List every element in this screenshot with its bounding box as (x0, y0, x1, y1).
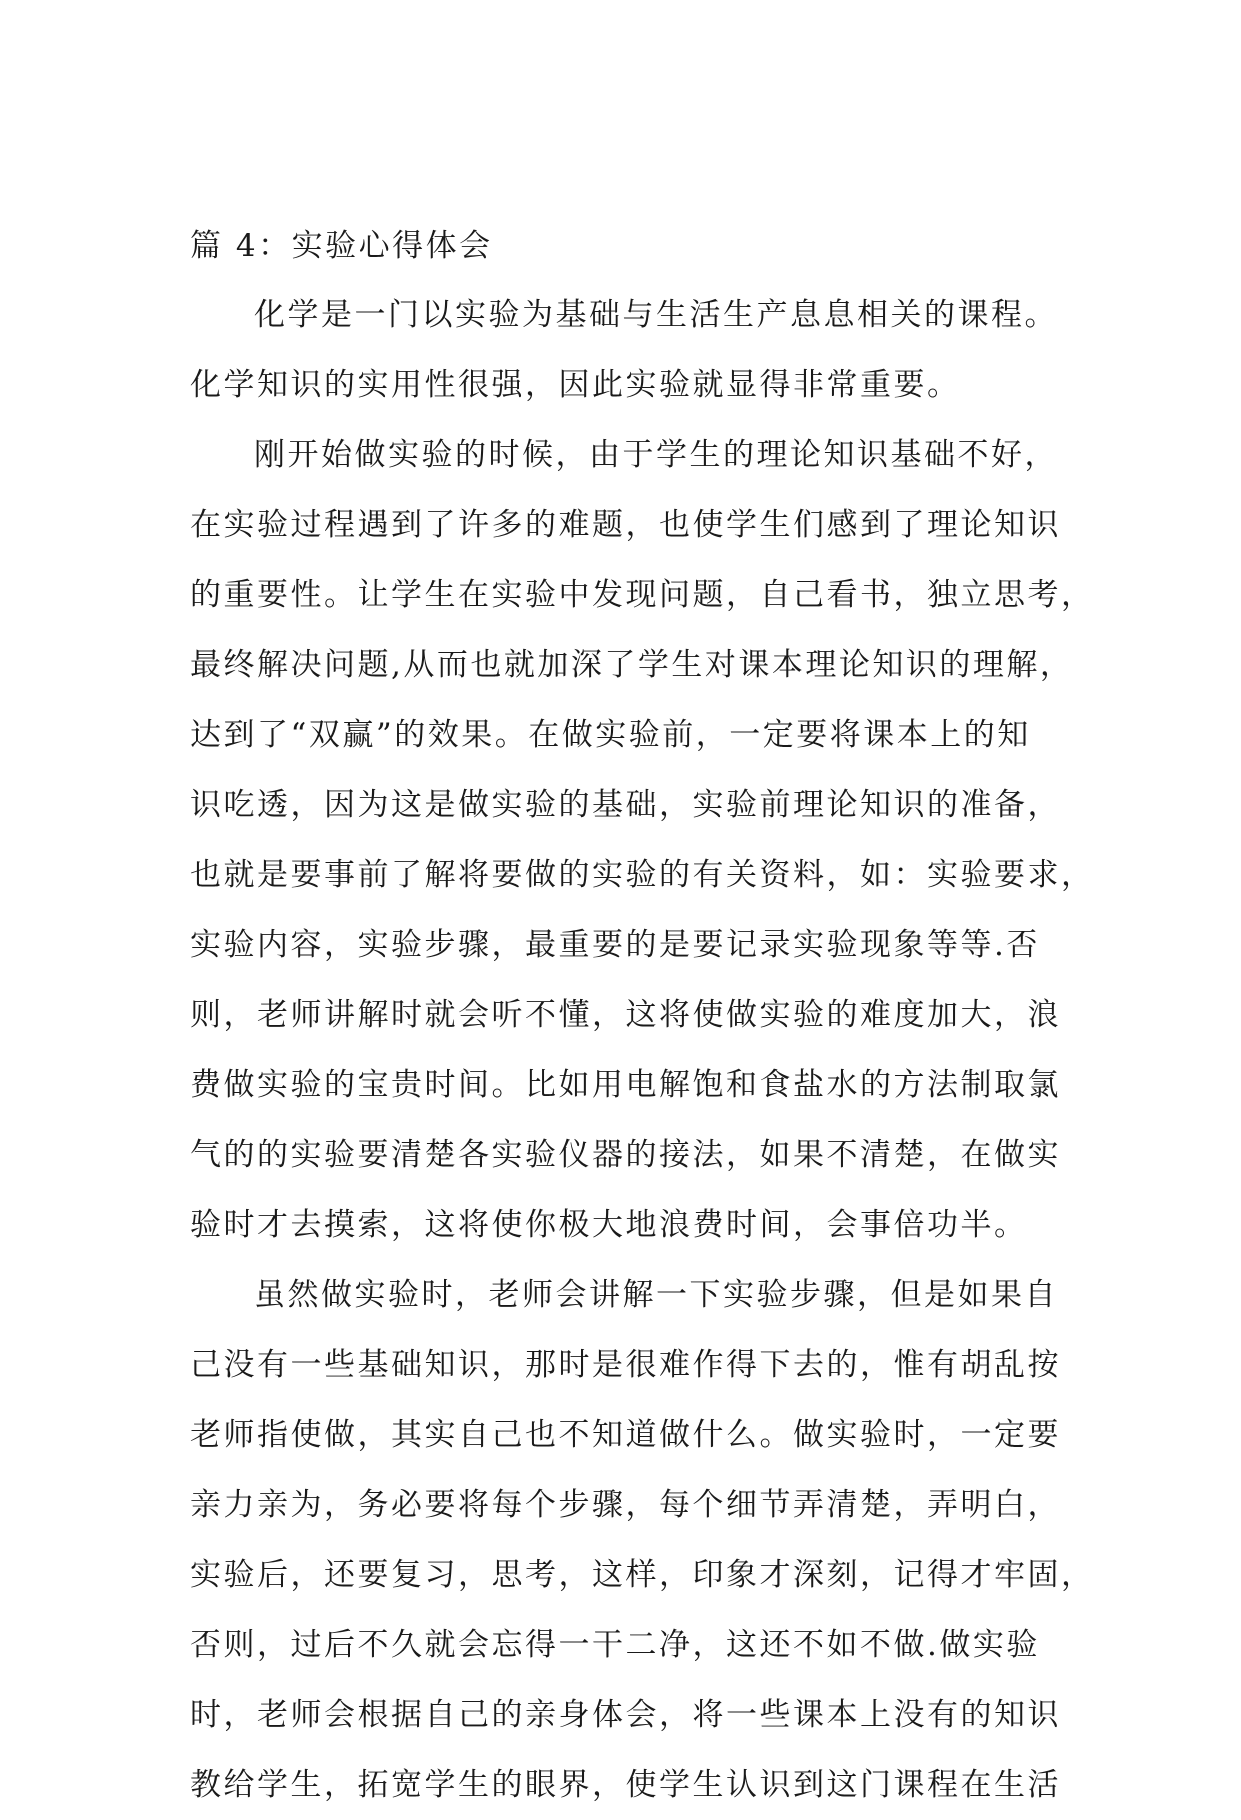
paragraph-line: 费做实验的宝贵时间。比如用电解饱和食盐水的方法制取氯 (190, 1067, 1061, 1103)
paragraph-line: 实验后，还要复习，思考，这样，印象才深刻，记得才牢固， (190, 1557, 1095, 1593)
paragraph-line: 老师指使做，其实自己也不知道做什么。做实验时，一定要 (190, 1417, 1061, 1453)
paragraph-line: 达到了“双赢”的效果。在做实验前，一定要将课本上的知 (190, 717, 1031, 753)
document-body (190, 218, 1095, 1820)
paragraph-line: 气的的实验要清楚各实验仪器的接法，如果不清楚，在做实 (190, 1137, 1061, 1173)
paragraph-line: 刚开始做实验的时候，由于学生的理论知识基础不好， (254, 437, 1058, 473)
paragraph-line: 则，老师讲解时就会听不懂，这将使做实验的难度加大，浪 (190, 997, 1061, 1033)
paragraph-line: 化学是一门以实验为基础与生活生产息息相关的课程。 (254, 297, 1058, 333)
paragraph-line: 识吃透，因为这是做实验的基础，实验前理论知识的准备， (190, 787, 1061, 823)
document-title: 篇 4：实验心得体会 (190, 228, 493, 264)
paragraph-2 (190, 420, 1095, 1260)
paragraph-line: 化学知识的实用性很强，因此实验就显得非常重要。 (190, 367, 961, 403)
paragraph-line: 教给学生，拓宽学生的眼界，使学生认识到这门课程在生活 (190, 1767, 1061, 1803)
paragraph-line: 在实验过程遇到了许多的难题，也使学生们感到了理论知识 (190, 507, 1061, 543)
paragraph-line: 时，老师会根据自己的亲身体会，将一些课本上没有的知识 (190, 1697, 1061, 1733)
paragraph-line: 虽然做实验时，老师会讲解一下实验步骤，但是如果自 (254, 1277, 1058, 1313)
paragraph-line: 也就是要事前了解将要做的实验的有关资料，如：实验要求， (190, 857, 1095, 893)
paragraph-line: 最终解决问题,从而也就加深了学生对课本理论知识的理解， (190, 647, 1074, 683)
paragraph-3 (190, 1260, 1095, 1820)
paragraph-line: 验时才去摸索，这将使你极大地浪费时间，会事倍功半。 (190, 1207, 1028, 1243)
paragraph-line: 亲力亲为，务必要将每个步骤，每个细节弄清楚，弄明白， (190, 1487, 1061, 1523)
paragraph-line: 实验内容，实验步骤，最重要的是要记录实验现象等等.否 (190, 927, 1040, 963)
paragraph-line: 己没有一些基础知识，那时是很难作得下去的，惟有胡乱按 (190, 1347, 1061, 1383)
paragraph-1 (190, 280, 1070, 420)
paragraph-line: 否则，过后不久就会忘得一干二净，这还不如不做.做实验 (190, 1627, 1040, 1663)
paragraph-line: 的重要性。让学生在实验中发现问题，自己看书，独立思考， (190, 577, 1095, 613)
